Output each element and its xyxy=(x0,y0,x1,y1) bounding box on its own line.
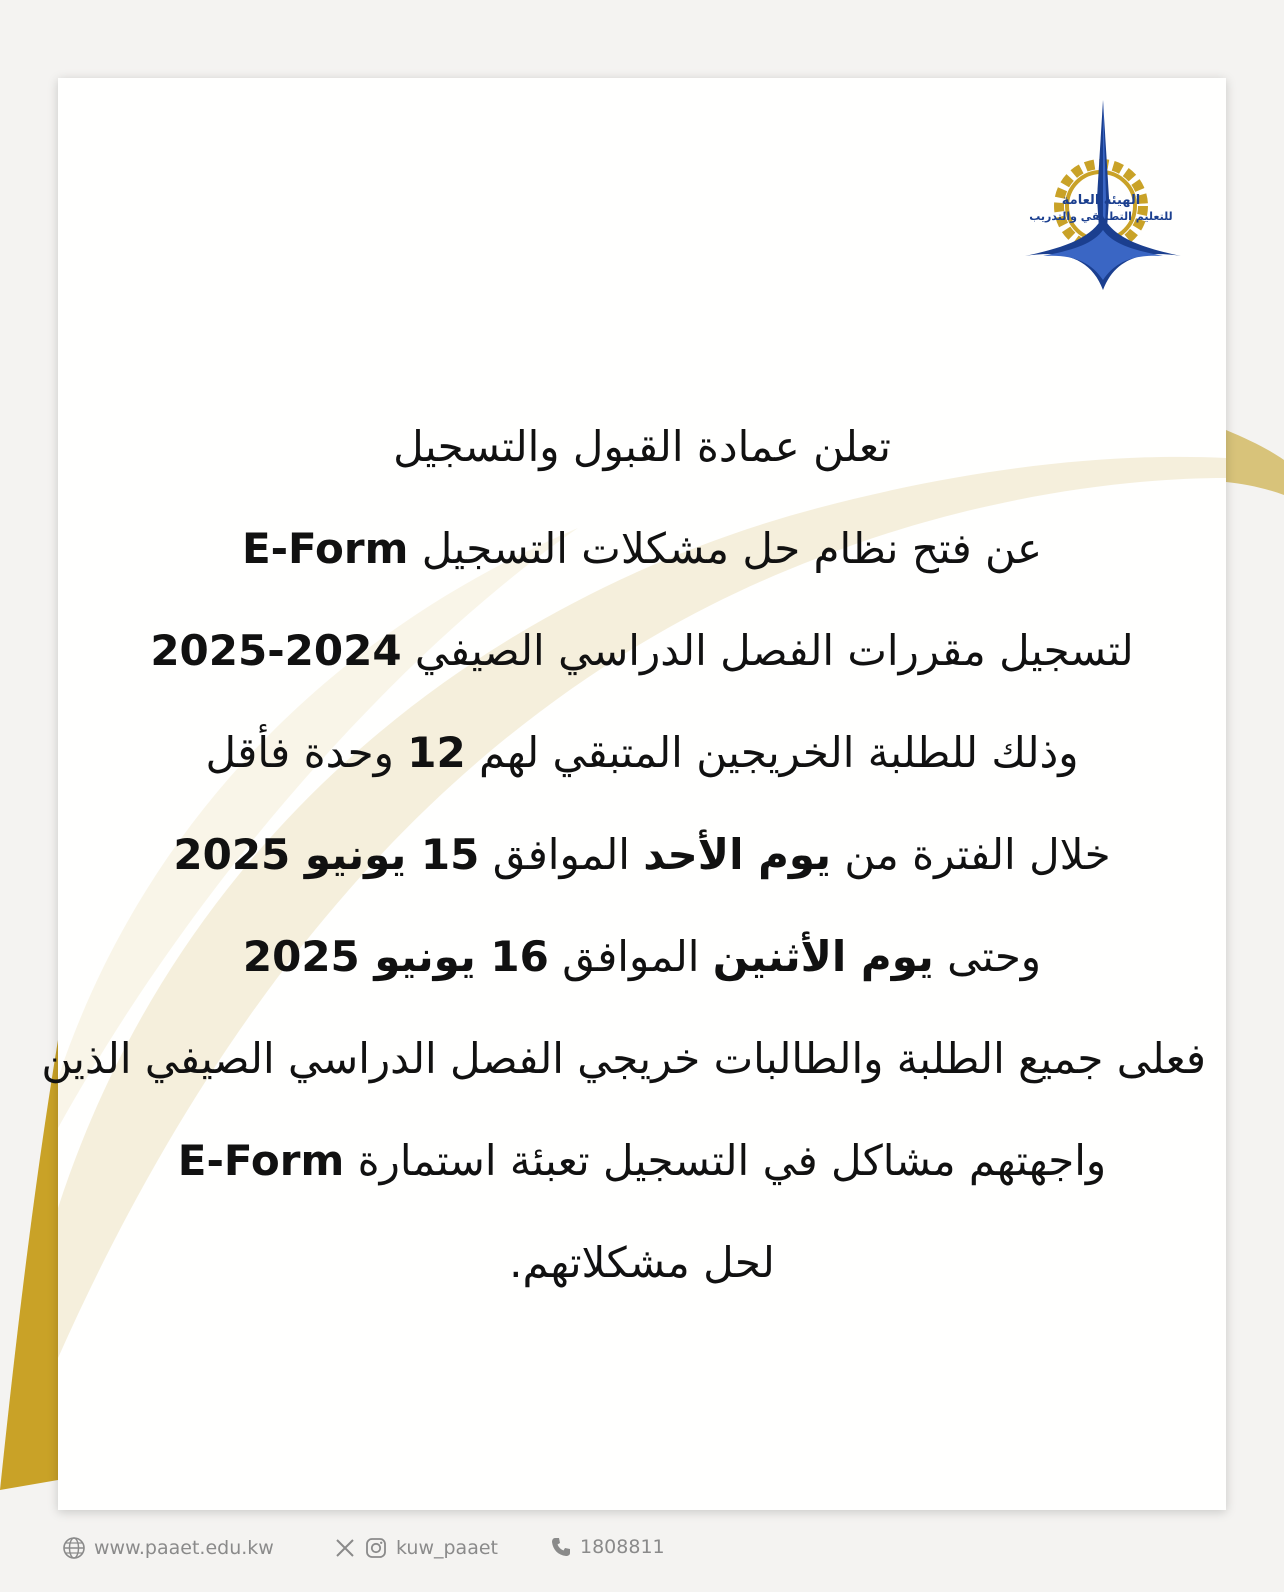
svg-text:الهيئة العامة: الهيئة العامة xyxy=(1061,193,1141,208)
announcement-emphasis: يوم الأحد xyxy=(643,830,831,879)
announcement-text: تعلن عمادة القبول والتسجيل xyxy=(393,422,891,471)
footer xyxy=(0,1530,1284,1570)
announcement-line xyxy=(78,804,1206,906)
announcement-emphasis: 16 يونيو 2025 xyxy=(242,932,549,981)
announcement-emphasis: يوم الأثنين xyxy=(712,932,934,981)
footer-website[interactable] xyxy=(62,1536,274,1560)
announcement-text: وحدة فأقل xyxy=(205,728,408,777)
paaet-logo xyxy=(1023,98,1183,298)
footer-phone[interactable] xyxy=(550,1536,665,1558)
announcement-emphasis: E-Form xyxy=(241,524,409,573)
announcement-line xyxy=(78,396,1206,498)
announcement-line xyxy=(78,600,1206,702)
announcement-line xyxy=(78,1110,1206,1212)
website-text: www.paaet.edu.kw xyxy=(94,1537,274,1559)
announcement-line xyxy=(41,1008,1206,1110)
announcement-text: وحتى xyxy=(933,932,1042,981)
announcement-text: الموافق xyxy=(479,830,644,879)
phone-text: 1808811 xyxy=(580,1536,665,1558)
phone-icon xyxy=(550,1536,572,1558)
announcement-emphasis: E-Form xyxy=(177,1136,345,1185)
announcement-text: الموافق xyxy=(548,932,713,981)
announcement-text: وذلك للطلبة الخريجين المتبقي لهم xyxy=(465,728,1079,777)
announcement-text: عن فتح نظام حل مشكلات التسجيل xyxy=(408,524,1043,573)
announcement-text: خلال الفترة من xyxy=(830,830,1111,879)
announcement-emphasis: 2024-2025 xyxy=(150,626,402,675)
social-handle-text: kuw_paaet xyxy=(396,1537,498,1559)
svg-text:للتعليم التطبيقي والتدريب: للتعليم التطبيقي والتدريب xyxy=(1029,210,1173,223)
announcement-line xyxy=(78,906,1206,1008)
announcement-body xyxy=(41,396,1206,1314)
footer-social[interactable] xyxy=(334,1536,498,1560)
announcement-text: واجهتهم مشاكل في التسجيل تعبئة استمارة xyxy=(344,1136,1107,1185)
announcement-line xyxy=(78,1212,1206,1314)
announcement-text: فعلى جميع الطلبة والطالبات خريجي الفصل الدراسي الصيفي الذين xyxy=(41,1034,1206,1083)
announcement-card xyxy=(41,78,1226,1510)
announcement-line xyxy=(78,498,1206,600)
announcement-emphasis: 15 يونيو 2025 xyxy=(173,830,480,879)
announcement-text: لحل مشكلاتهم. xyxy=(509,1238,775,1287)
announcement-line xyxy=(78,702,1206,804)
announcement-text: لتسجيل مقررات الفصل الدراسي الصيفي xyxy=(401,626,1134,675)
instagram-icon[interactable] xyxy=(364,1536,388,1560)
globe-icon xyxy=(62,1536,86,1560)
x-icon[interactable] xyxy=(334,1537,356,1559)
announcement-emphasis: 12 xyxy=(407,728,466,777)
